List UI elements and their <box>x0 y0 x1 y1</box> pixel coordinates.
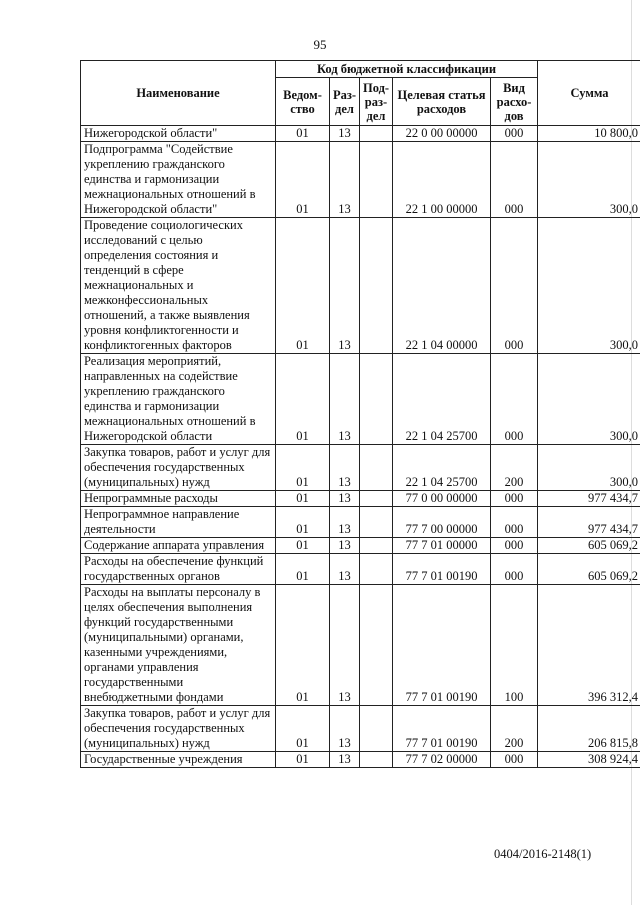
row-razdel: 13 <box>330 554 360 585</box>
row-expense-type: 000 <box>491 218 538 354</box>
row-expense-type: 000 <box>491 142 538 218</box>
row-vedomstvo: 01 <box>276 491 330 507</box>
row-name: Подпрограмма "Содействие укреплению гражданского единства и гармонизации межнациональных отношений в Нижегородской области" <box>81 142 276 218</box>
row-vedomstvo: 01 <box>276 142 330 218</box>
row-sum: 977 434,7 <box>538 507 640 538</box>
row-razdel: 13 <box>330 354 360 445</box>
row-podrazdel <box>360 752 393 768</box>
row-podrazdel <box>360 585 393 706</box>
row-target-article: 22 0 00 00000 <box>393 126 491 142</box>
document-code: 0404/2016-2148(1) <box>494 847 592 861</box>
row-podrazdel <box>360 126 393 142</box>
row-razdel: 13 <box>330 706 360 752</box>
table-row <box>81 538 640 554</box>
row-podrazdel <box>360 354 393 445</box>
row-target-article: 22 1 04 25700 <box>393 445 491 491</box>
row-name: Реализация мероприятий, направленных на содействие укреплению гражданского единства и гармонизации межнациональных отношений в Нижегородской области <box>81 354 276 445</box>
row-sum: 300,0 <box>538 445 640 491</box>
row-razdel: 13 <box>330 538 360 554</box>
budget-table <box>80 60 640 768</box>
row-podrazdel <box>360 507 393 538</box>
row-sum: 300,0 <box>538 218 640 354</box>
row-razdel: 13 <box>330 445 360 491</box>
row-vedomstvo: 01 <box>276 538 330 554</box>
table-row <box>81 142 640 218</box>
row-expense-type: 100 <box>491 585 538 706</box>
row-sum: 605 069,2 <box>538 538 640 554</box>
row-expense-type: 200 <box>491 706 538 752</box>
row-sum: 605 069,2 <box>538 554 640 585</box>
row-sum: 977 434,7 <box>538 491 640 507</box>
row-expense-type: 000 <box>491 752 538 768</box>
row-razdel: 13 <box>330 491 360 507</box>
row-sum: 206 815,8 <box>538 706 640 752</box>
row-target-article: 77 7 01 00190 <box>393 585 491 706</box>
row-vedomstvo: 01 <box>276 445 330 491</box>
row-expense-type: 000 <box>491 507 538 538</box>
row-name: Государственные учреждения <box>81 752 276 768</box>
row-target-article: 77 7 01 00190 <box>393 554 491 585</box>
row-sum: 300,0 <box>538 354 640 445</box>
header-expense-type: Вид расхо-дов <box>491 78 538 126</box>
row-target-article: 77 7 00 00000 <box>393 507 491 538</box>
row-podrazdel <box>360 445 393 491</box>
row-sum: 300,0 <box>538 142 640 218</box>
row-sum: 10 800,0 <box>538 126 640 142</box>
row-razdel: 13 <box>330 142 360 218</box>
row-podrazdel <box>360 491 393 507</box>
row-vedomstvo: 01 <box>276 554 330 585</box>
row-podrazdel <box>360 538 393 554</box>
row-podrazdel <box>360 706 393 752</box>
row-name: Проведение социологических исследований с целью определения состояния и тенденций в сфере межнациональных и межконфессиональных отношений, а также выявления уровня конфликтогенности и конфликтогенных факторов <box>81 218 276 354</box>
row-expense-type: 000 <box>491 554 538 585</box>
row-expense-type: 200 <box>491 445 538 491</box>
row-vedomstvo: 01 <box>276 585 330 706</box>
row-target-article: 22 1 04 00000 <box>393 218 491 354</box>
table-body <box>81 126 640 768</box>
table-row <box>81 218 640 354</box>
row-expense-type: 000 <box>491 491 538 507</box>
table-row <box>81 445 640 491</box>
header-budget-code-group: Код бюджетной классификации <box>276 61 538 78</box>
row-razdel: 13 <box>330 126 360 142</box>
row-name: Расходы на выплаты персоналу в целях обеспечения выполнения функций государственными (муниципальными) органами, казенными учреждениями, органами управления государственными внебюджетными фондами <box>81 585 276 706</box>
table-row <box>81 507 640 538</box>
row-name: Расходы на обеспечение функций государственных органов <box>81 554 276 585</box>
row-name: Непрограммное направление деятельности <box>81 507 276 538</box>
row-name: Нижегородской области" <box>81 126 276 142</box>
row-razdel: 13 <box>330 585 360 706</box>
header-sum: Сумма <box>538 61 640 126</box>
row-name: Закупка товаров, работ и услуг для обеспечения государственных (муниципальных) нужд <box>81 445 276 491</box>
row-name: Закупка товаров, работ и услуг для обеспечения государственных (муниципальных) нужд <box>81 706 276 752</box>
header-name: Наименование <box>81 61 276 126</box>
row-expense-type: 000 <box>491 126 538 142</box>
table-row <box>81 706 640 752</box>
row-expense-type: 000 <box>491 354 538 445</box>
header-razdel: Раз-дел <box>330 78 360 126</box>
row-target-article: 22 1 00 00000 <box>393 142 491 218</box>
table-row <box>81 126 640 142</box>
row-target-article: 77 7 01 00190 <box>393 706 491 752</box>
row-razdel: 13 <box>330 507 360 538</box>
header-podrazdel: Под-раз-дел <box>360 78 393 126</box>
row-razdel: 13 <box>330 218 360 354</box>
row-name: Содержание аппарата управления <box>81 538 276 554</box>
table-row <box>81 354 640 445</box>
table-row <box>81 752 640 768</box>
row-target-article: 77 7 02 00000 <box>393 752 491 768</box>
row-expense-type: 000 <box>491 538 538 554</box>
row-razdel: 13 <box>330 752 360 768</box>
row-vedomstvo: 01 <box>276 706 330 752</box>
header-target-article: Целевая статья расходов <box>393 78 491 126</box>
header-vedomstvo: Ведом-ство <box>276 78 330 126</box>
table-row <box>81 554 640 585</box>
row-podrazdel <box>360 218 393 354</box>
row-vedomstvo: 01 <box>276 752 330 768</box>
row-vedomstvo: 01 <box>276 507 330 538</box>
table-row <box>81 491 640 507</box>
row-name: Непрограммные расходы <box>81 491 276 507</box>
row-vedomstvo: 01 <box>276 218 330 354</box>
row-vedomstvo: 01 <box>276 354 330 445</box>
table-row <box>81 585 640 706</box>
row-target-article: 22 1 04 25700 <box>393 354 491 445</box>
page-number: 95 <box>313 37 327 52</box>
row-sum: 308 924,4 <box>538 752 640 768</box>
row-podrazdel <box>360 142 393 218</box>
row-sum: 396 312,4 <box>538 585 640 706</box>
row-target-article: 77 7 01 00000 <box>393 538 491 554</box>
row-podrazdel <box>360 554 393 585</box>
row-target-article: 77 0 00 00000 <box>393 491 491 507</box>
row-vedomstvo: 01 <box>276 126 330 142</box>
